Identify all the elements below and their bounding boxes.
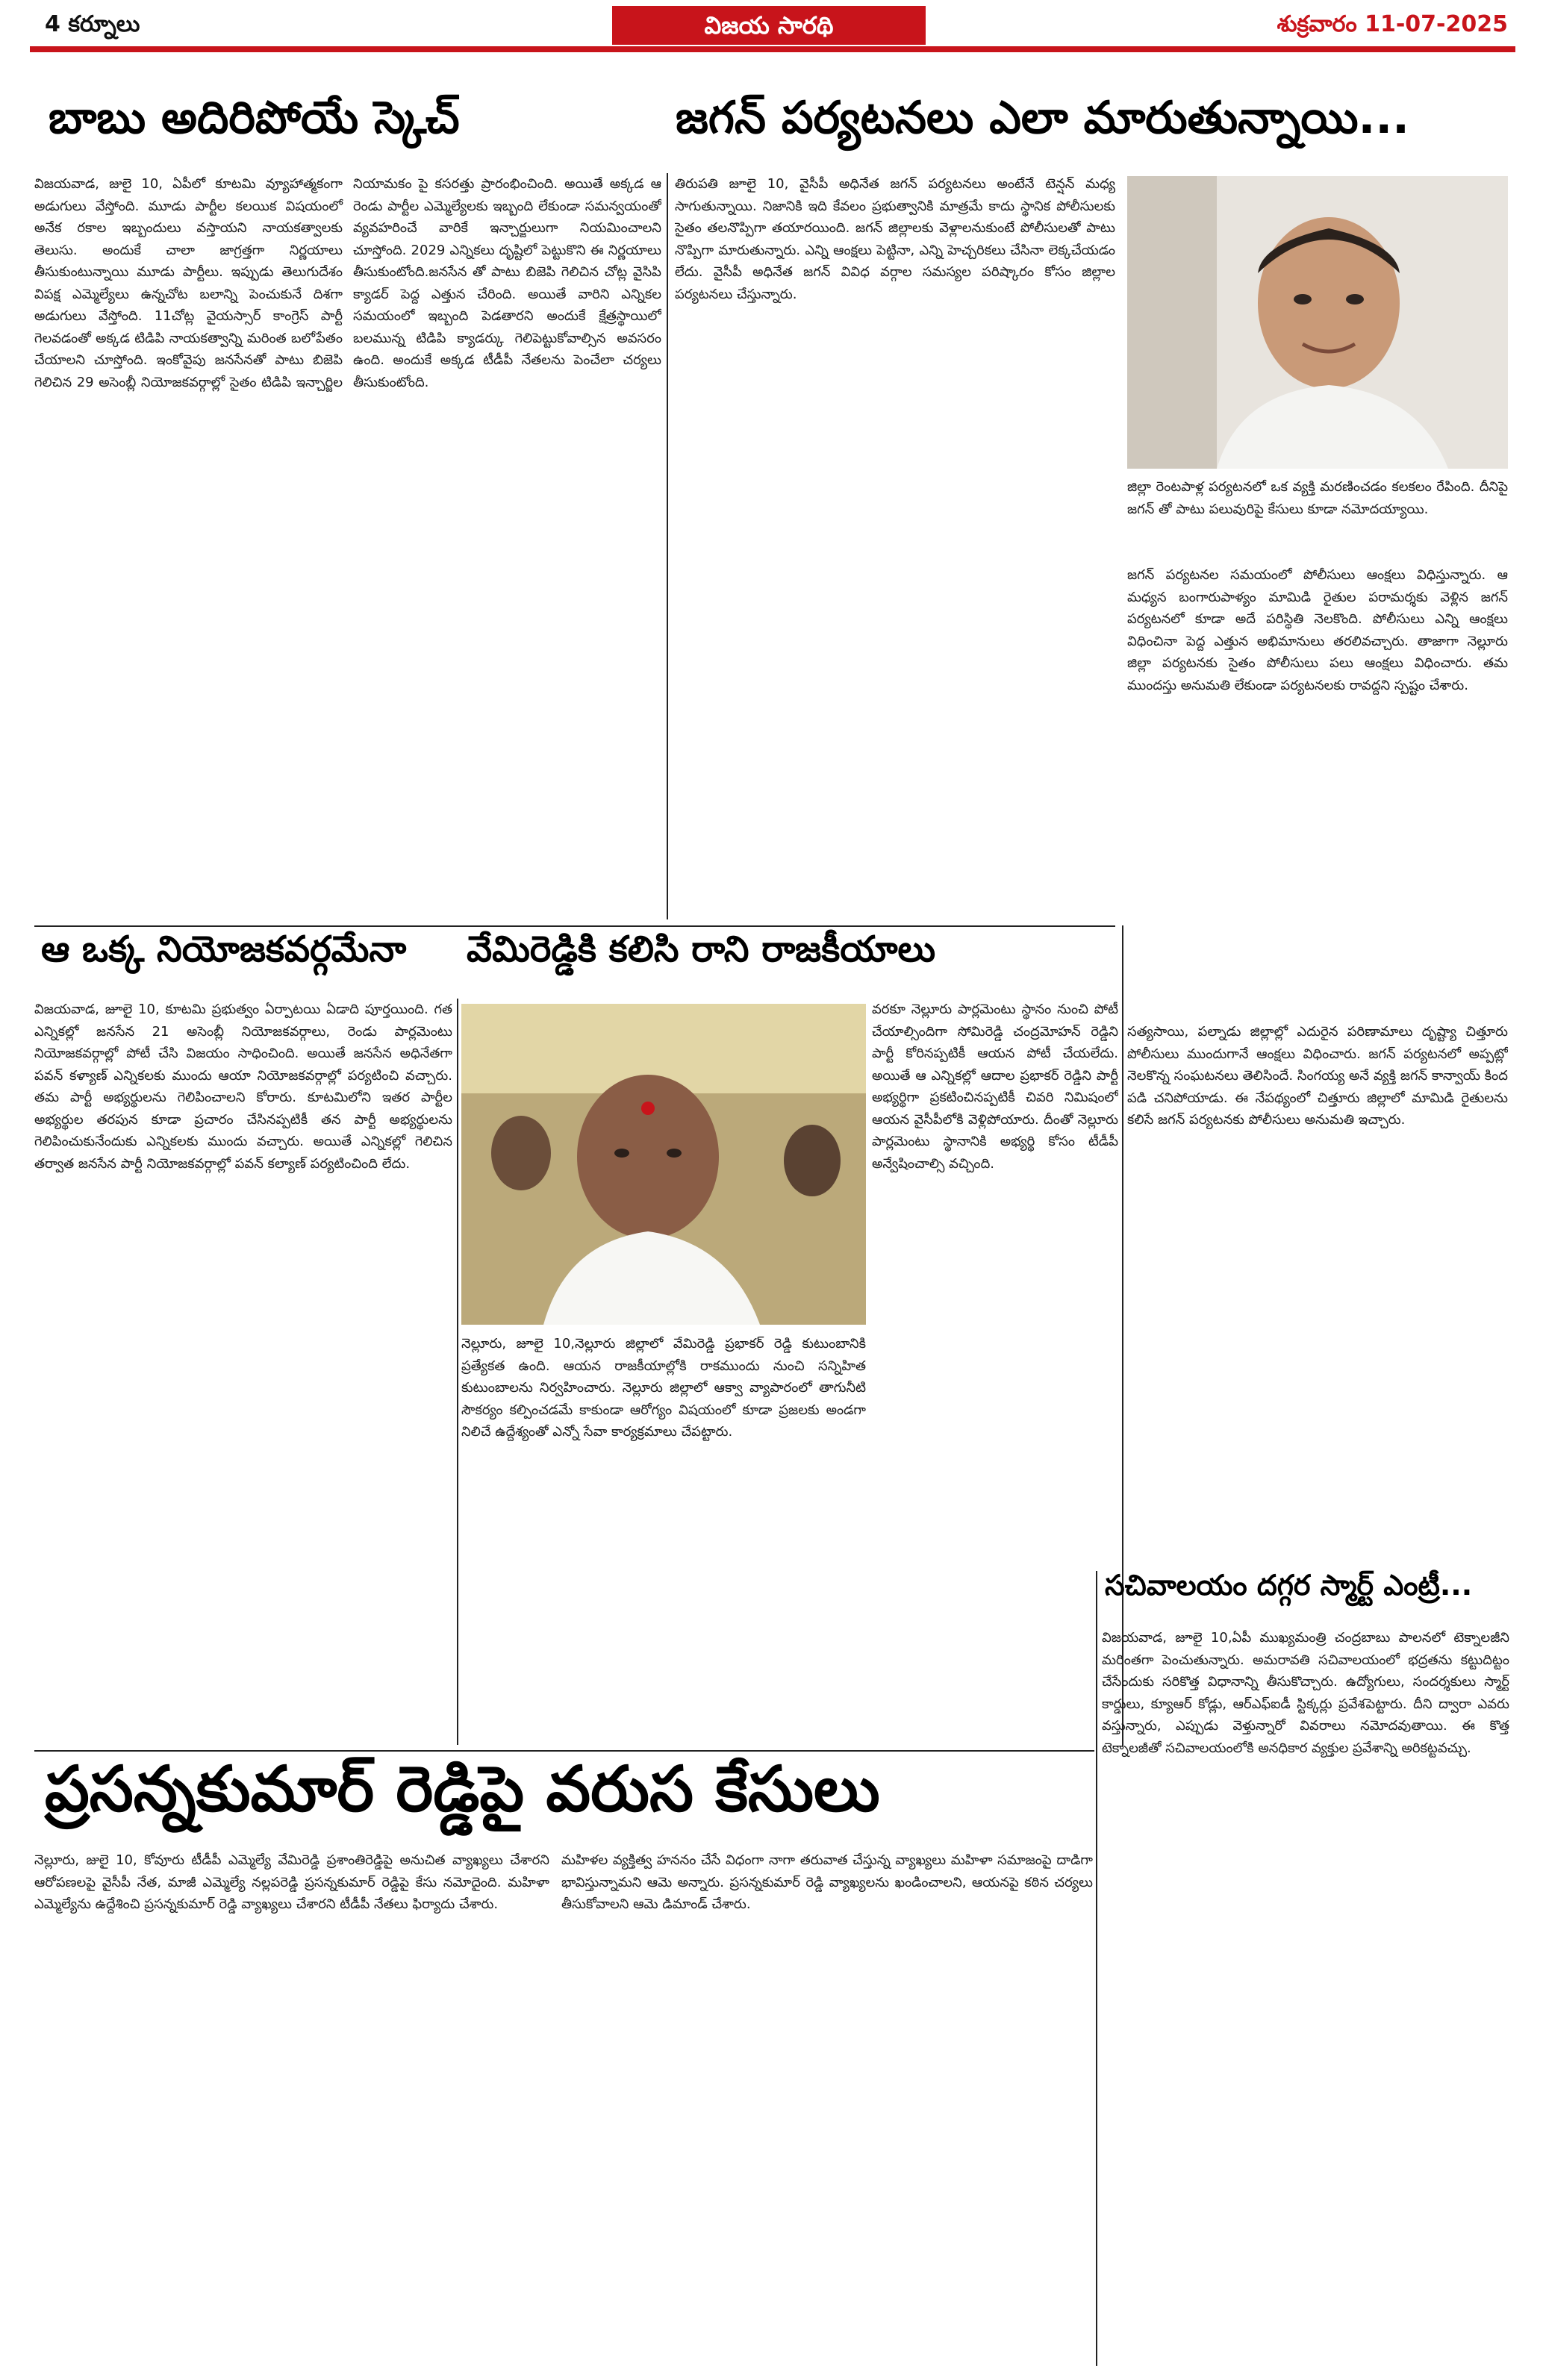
column-divider: [1096, 1571, 1097, 2366]
story3-headline: ఆ ఒక్క నియోజకవర్గమేనా: [41, 928, 407, 970]
portrait-illustration: [461, 1004, 866, 1325]
column-divider: [667, 173, 668, 919]
story2-body-left: తిరుపతి జూలై 10, వైసీపీ అధినేత జగన్ పర్యటనలు అంటేనే టెన్షన్ మధ్య సాగుతున్నాయి. నిజానికి ఇది కేవలం ప్రభుత్వానికి మాత్రమే కాదు స్థానిక పోలీసులకు సైతం తలనొప్పిగా తయారయింది. జగన్ జిల్లాలకు వెళ్లాలనుకుంటే పోలీసులతో పాటు నొప్పిగా మారుతున్నారు. ఎన్ని ఆంక్షలు పెట్టినా, ఎన్ని హెచ్చరికలు చేసినా లెక్కచేయడం లేదు. వైసీపీ అధినేత జగన్ వివిధ వర్గాల సమస్యల పరిష్కారం కోసం జిల్లాల పర్యటనలు చేస్తున్నారు.: [675, 176, 1115, 302]
story4-body-left: నెల్లూరు, జూలై 10,నెల్లూరు జిల్లాలో వేమిరెడ్డి ప్రభాకర్ రెడ్డి కుటుంబానికి ప్రత్యేకత ఉంది. ఆయన రాజకీయాల్లోకి రాకముందు నుంచి సన్నిహిత కుటుంబాలను నిర్వహించారు. నెల్లూరు జిల్లాలో ఆక్వా వ్యాపారంలో తాగునీటి సౌకర్యం కల్పించడమే కాకుండా ఆరోగ్యం విషయంలో కూడా ప్రజలకు అండగా నిలిచే ఉద్దేశ్యంతో ఎన్నో సేవా కార్యక్రమాలు చేపట్టారు.: [461, 1336, 866, 1440]
story7-headline: ప్రసన్నకుమార్ రెడ్డిపై వరుస కేసులు: [45, 1752, 880, 1825]
jagan-photo: [1127, 176, 1508, 469]
story4-headline: వేమిరెడ్డికి కలిసి రాని రాజకీయాలు: [467, 928, 936, 970]
story7-body-right: మహిళల వ్యక్తిత్వ హననం చేసే విధంగా నాగా తరువాత చేస్తున్న వ్యాఖ్యలు మహిళా సమాజంపై దాడిగా భావిస్తున్నామని ఆమె అన్నారు. ప్రసన్నకుమార్ రెడ్డి వ్యాఖ్యలను ఖండించాలని, ఆయనపై కఠిన చర్యలు తీసుకోవాలని ఆమె డిమాండ్ చేశారు.: [561, 1852, 1093, 1912]
story4-body-right: వరకూ నెల్లూరు పార్లమెంటు స్థానం నుంచి పోటీ చేయాల్సిందిగా సోమిరెడ్డి చంద్రమోహన్ రెడ్డిని పార్టీ కోరినప్పటికీ ఆయన పోటీ చేయలేదు. అయితే ఆ ఎన్నికల్లో ఆదాల ప్రభాకర్ రెడ్డిని పార్టీ అభ్యర్థిగా ప్రకటించినప్పటికీ చివరి నిమిషంలో ఆయన వైసీపీలోకి వెళ్లిపోయారు. దీంతో నెల్లూరు పార్లమెంటు స్థానానికి అభ్యర్థి కోసం టీడీపీ అన్వేషించాల్సి వచ్చింది.: [872, 1002, 1118, 1172]
story3-body: విజయవాడ, జూలై 10, కూటమి ప్రభుత్వం ఏర్పాటయి ఏడాది పూర్తయింది. గత ఎన్నికల్లో జనసేన 21 అసెంబ్లీ నియోజకవర్గాలు, రెండు పార్లమెంటు నియోజకవర్గాల్లో పోటీ చేసి విజయం సాధించింది. అయితే జనసేన అధినేతగా పవన్ కళ్యాణ్ ఎన్నికలకు ముందు ఆయా నియోజకవర్గాల్లో పర్యటించి వచ్చారు. తమ పార్టీ అభ్యర్థులను గెలిపించాలని కోరారు. కూటమిలోని ఇతర పార్టీల అభ్యర్థుల తరపున కూడా ప్రచారం చేసినప్పటికీ తన పార్టీ అభ్యర్థులను గెలిపించుకునేందుకు ఎన్నికలకు ముందు వచ్చారు. అయితే ఎన్నికల్లో గెలిచిన తర్వాత జనసేన పార్టీ నియోజకవర్గాల్లో పవన్ కల్యాణ్ పర్యటించింది లేదు.: [34, 1002, 452, 1172]
story6-headline: సచివాలయం దగ్గర స్మార్ట్ ఎంట్రీ...: [1105, 1569, 1473, 1602]
story2-body-right: జగన్ పర్యటనల సమయంలో పోలీసులు ఆంక్షలు విధిస్తున్నారు. ఆ మధ్యన బంగారుపాళ్యం మామిడి రైతుల పరామర్శకు వెళ్లిన జగన్ పర్యటనలో కూడా అదే పరిస్థితి నెలకొంది. పోలీసులు ఎన్ని ఆంక్షలు విధించినా పెద్ద ఎత్తున అభిమానులు తరలివచ్చారు. తాజాగా నెల్లూరు జిల్లా పర్యటనకు సైతం పోలీసులు పలు ఆంక్షలు విధించారు. తమ ముందస్తు అనుమతి లేకుండా పర్యటనలకు రావద్దని స్పష్టం చేశారు.: [1127, 567, 1508, 693]
story5-body: సత్యసాయి, పల్నాడు జిల్లాల్లో ఎదురైన పరిణామాలు దృష్ట్యా చిత్తూరు పోలీసులు ముందుగానే ఆంక్షలు విధించారు. జగన్ పర్యటనలో అప్పట్లో నెలకొన్న సంఘటనలు తెలిసిందే. సింగయ్య అనే వ్యక్తి జగన్ కాన్వాయ్ కింద పడి చనిపోయాడు. ఈ నేపథ్యంలో చిత్తూరు జిల్లాలో మామిడి రైతులను కలిసే జగన్ పర్యటనకు పోలీసులు అనుమతి ఇచ్చారు.: [1127, 1024, 1508, 1128]
story2-headline: జగన్ పర్యటనలు ఎలా మారుతున్నాయి...: [676, 92, 1409, 144]
paper-name: విజయ సారథి: [612, 6, 926, 45]
portrait-illustration: [1127, 176, 1508, 469]
vemireddy-photo: [461, 1004, 866, 1325]
column-divider: [457, 999, 458, 1745]
story1-headline: బాబు అదిరిపోయే స్కెచ్: [49, 92, 460, 144]
story6-body: విజయవాడ, జూలై 10,ఏపీ ముఖ్యమంత్రి చంద్రబాబు పాలనలో టెక్నాలజీని మరింతగా పెంచుతున్నారు. అమరావతి సచివాలయంలో భద్రతను కట్టుదిట్టం చేసేందుకు సరికొత్త విధానాన్ని తీసుకొచ్చారు. ఉద్యోగులు, సందర్శకులు స్మార్ట్ కార్డులు, క్యూఆర్ కోడ్లు, ఆర్ఎఫ్ఐడీ స్టిక్కర్లు ప్రవేశపెట్టారు. దీని ద్వారా ఎవరు వస్తున్నారు, ఎప్పుడు వెళ్తున్నారో వివరాలు నమోదవుతాయి. ఈ కొత్త టెక్నాలజీతో సచివాలయంలోకి అనధికార వ్యక్తుల ప్రవేశాన్ని అరికట్టవచ్చు.: [1102, 1630, 1509, 1756]
section-divider: [34, 1750, 1094, 1752]
header-rule: [30, 46, 1515, 52]
column-divider: [1122, 925, 1123, 1746]
issue-date: శుక్రవారం 11-07-2025: [1277, 11, 1508, 37]
story1-body: విజయవాడ, జులై 10, ఏపీలో కూటమి వ్యూహాత్మకంగా అడుగులు వేస్తోంది. మూడు పార్టీల కలయిక విషయంలో అనేక రకాల ఇబ్బందులు వస్తాయని నాయకత్వాలకు తెలుసు. అందుకే చాలా జాగ్రత్తగా నిర్ణయాలు తీసుకుంటున్నాయి మూడు పార్టీలు. ఇప్పుడు తెలుగుదేశం విపక్ష ఎమ్మెల్యేలు ఉన్నచోట బలాన్ని పెంచుకునే దిశగా అడుగులు వేస్తోంది. 11చోట్ల వైయస్సార్ కాంగ్రెస్ పార్టీ గెలవడంతో అక్కడ టిడిపి నాయకత్వాన్ని మరింత బలోపేతం చేయాలని చూస్తోంది. ఇంకోవైపు జనసేనతో పాటు బిజెపి గెలిచిన 29 అసెంబ్లీ నియోజకవర్గాల్లో సైతం టిడిపి ఇన్చార్జిల నియామకం పై కసరత్తు ప్రారంభించింది. అయితే అక్కడ ఆ రెండు పార్టీల ఎమ్మెల్యేలకు ఇబ్బంది లేకుండా సమన్వయంతో వ్యవహరించే వారికే ఇన్చార్జులుగా నియమించాలని చూస్తోంది. 2029 ఎన్నికలు దృష్టిలో పెట్టుకొని ఈ నిర్ణయాలు తీసుకుంటోంది.జనసేన తో పాటు బిజెపి గెలిచిన చోట్ల వైసిపి క్యాడర్ పెద్ద ఎత్తున చేరింది. అయితే వారిని ఎన్నికల సమయంలో ఇబ్బంది పెడతారని అందుకే క్షేత్రస్థాయిలో బలమున్న టిడిపి క్యాడర్కు గెలిపెట్టుకోవాల్సిన అవసరం ఉంది. అందుకే అక్కడ టీడీపీ నేతలను పెంచేలా చర్యలు తీసుకుంటోంది.: [34, 176, 661, 390]
page-label: 4 కర్నూలు: [45, 11, 140, 37]
jagan-photo-caption: జిల్లా రెంటపాళ్ల పర్యటనలో ఒక వ్యక్తి మరణించడం కలకలం రేపింది. దీనిపై జగన్ తో పాటు పలువురిపై కేసులు కూడా నమోదయ్యాయి.: [1127, 479, 1508, 517]
story7-body-left: నెల్లూరు, జులై 10, కోవూరు టీడీపీ ఎమ్మెల్యే వేమిరెడ్డి ప్రశాంతిరెడ్డిపై అనుచిత వ్యాఖ్యలు చేశారని ఆరోపణలపై వైసీపీ నేత, మాజీ ఎమ్మెల్యే నల్లపరెడ్డి ప్రసన్నకుమార్ రెడ్డిపై కేసు నమోదైంది. మహిళా ఎమ్మెల్యేను ఉద్దేశించి ప్రసన్నకుమార్ రెడ్డి వ్యాఖ్యలు చేశారని టీడీపీ నేతలు ఫిర్యాదు చేశారు.: [34, 1852, 549, 1912]
section-divider: [34, 925, 1115, 927]
